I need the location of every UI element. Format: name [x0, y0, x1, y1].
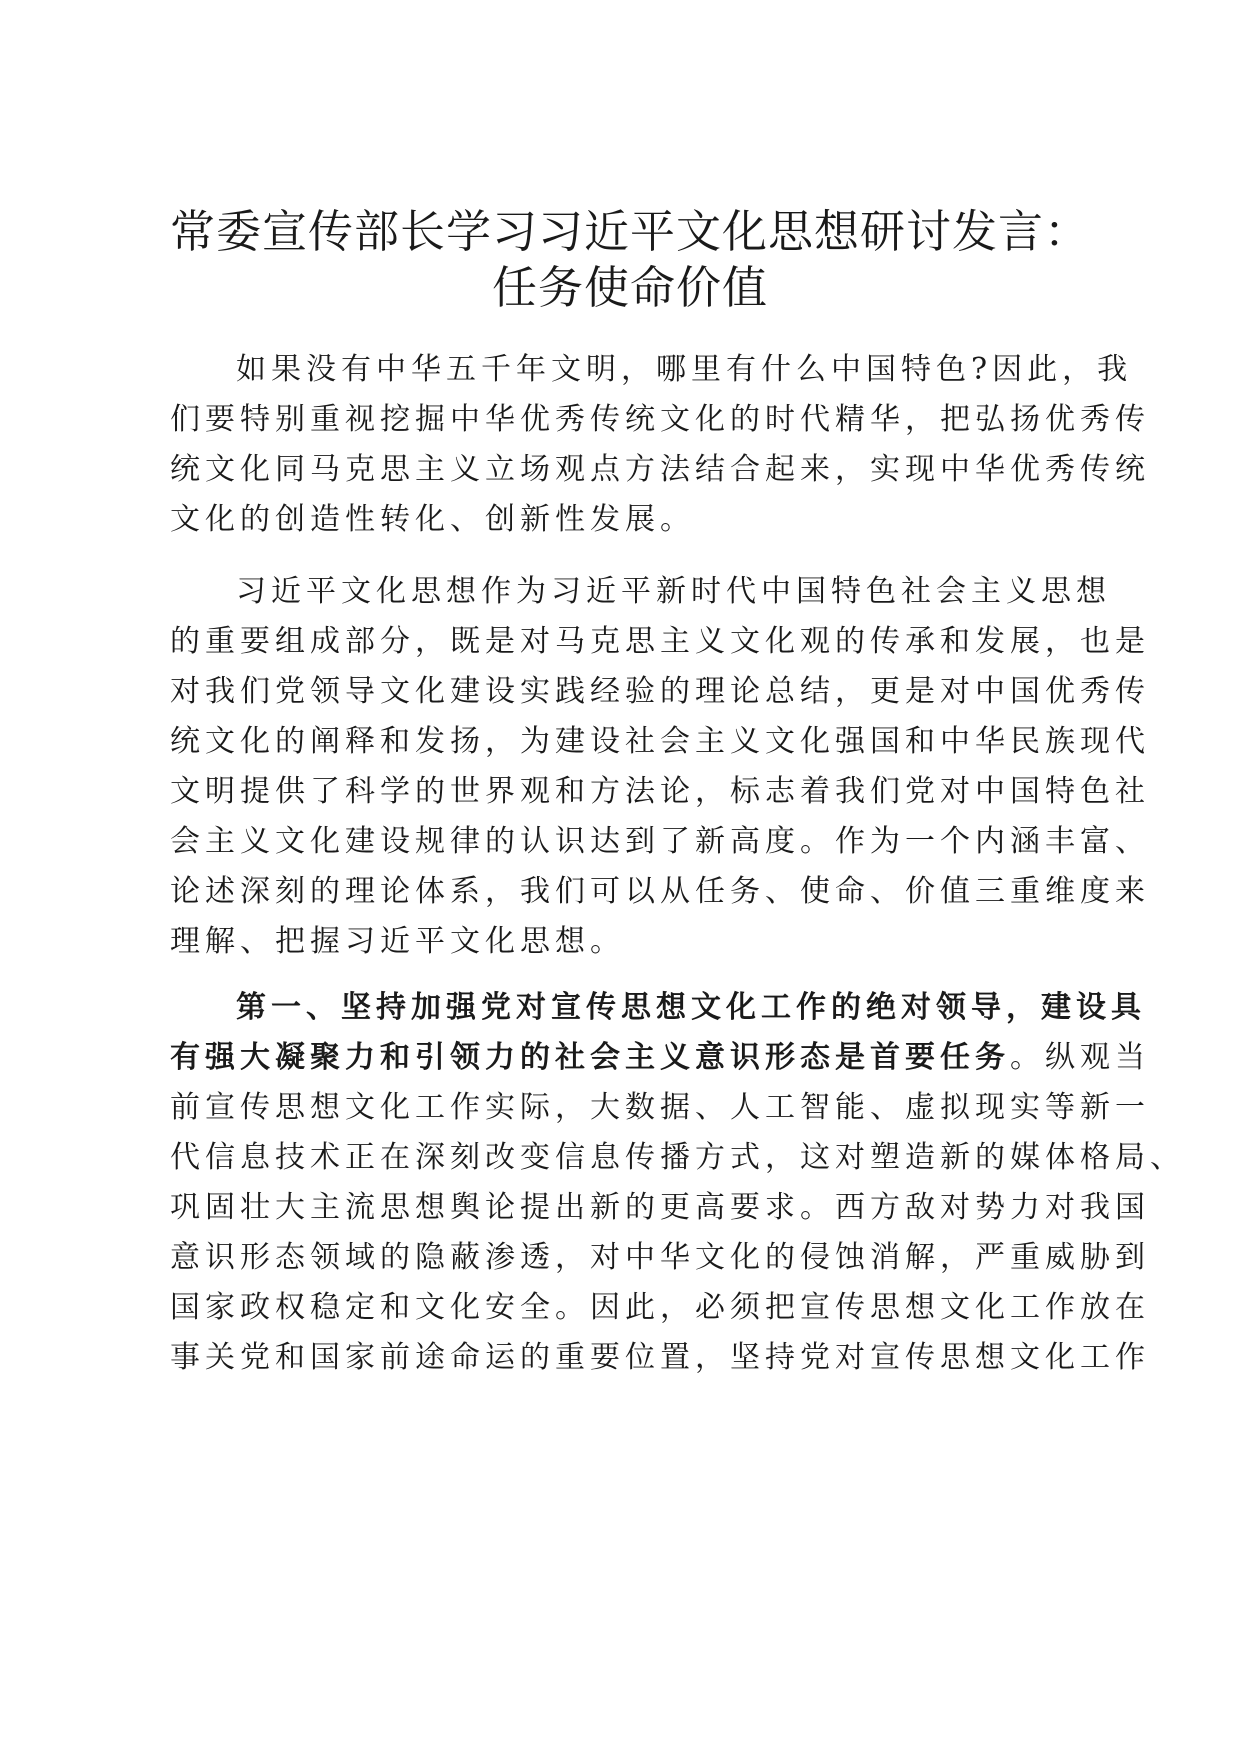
paragraph-line: 们要特别重视挖掘中华优秀传统文化的时代精华，把弘扬优秀传 [170, 402, 1150, 437]
paragraph-line: 意识形态领域的隐蔽渗透，对中华文化的侵蚀消解，严重威胁到 [170, 1240, 1150, 1275]
bold-heading-text: 有强大凝聚力和引领力的社会主义意识形态是首要任务 [170, 1040, 1010, 1075]
title-line: 常委宣传部长学习习近平文化思想研讨发言： [169, 205, 1090, 258]
paragraph-line: 事关党和国家前途命运的重要位置，坚持党对宣传思想文化工作 [170, 1340, 1150, 1375]
title-line: 任务使命价值 [491, 261, 768, 314]
paragraph-line: 论述深刻的理论体系，我们可以从任务、使命、价值三重维度来 [170, 874, 1150, 909]
document-title [150, 204, 1110, 316]
paragraph-line: 代信息技术正在深刻改变信息传播方式，这对塑造新的媒体格局、 [170, 1140, 1185, 1175]
paragraph-line: 理解、把握习近平文化思想。 [170, 924, 625, 959]
paragraph-1 [170, 345, 1150, 545]
paragraph-line: 统文化的阐释和发扬，为建设社会主义文化强国和中华民族现代 [170, 724, 1150, 759]
paragraph-line: 文明提供了科学的世界观和方法论，标志着我们党对中国特色社 [170, 774, 1150, 809]
paragraph-line: 会主义文化建设规律的认识达到了新高度。作为一个内涵丰富、 [170, 824, 1150, 859]
paragraph-3 [170, 983, 1185, 1383]
paragraph-line: 对我们党领导文化建设实践经验的理论总结，更是对中国优秀传 [170, 674, 1150, 709]
bold-heading-line: 第一、坚持加强党对宣传思想文化工作的绝对领导，建设具 [236, 990, 1146, 1025]
document-body [170, 345, 1185, 1383]
paragraph-line: 习近平文化思想作为习近平新时代中国特色社会主义思想 [236, 574, 1111, 609]
paragraph-line: 的重要组成部分，既是对马克思主义文化观的传承和发展，也是 [170, 624, 1150, 659]
paragraph-line: 国家政权稳定和文化安全。因此，必须把宣传思想文化工作放在 [170, 1290, 1150, 1325]
paragraph-2 [170, 567, 1150, 967]
paragraph-line: 前宣传思想文化工作实际，大数据、人工智能、虚拟现实等新一 [170, 1090, 1150, 1125]
paragraph-line: 统文化同马克思主义立场观点方法结合起来，实现中华优秀传统 [170, 452, 1150, 487]
mixed-line [170, 1033, 1150, 1083]
paragraph-line: 文化的创造性转化、创新性发展。 [170, 502, 695, 537]
paragraph-line: 如果没有中华五千年文明，哪里有什么中国特色?因此，我 [236, 352, 1133, 387]
paragraph-text: 。纵观当 [1010, 1040, 1150, 1075]
paragraph-line: 巩固壮大主流思想舆论提出新的更高要求。西方敌对势力对我国 [170, 1190, 1150, 1225]
